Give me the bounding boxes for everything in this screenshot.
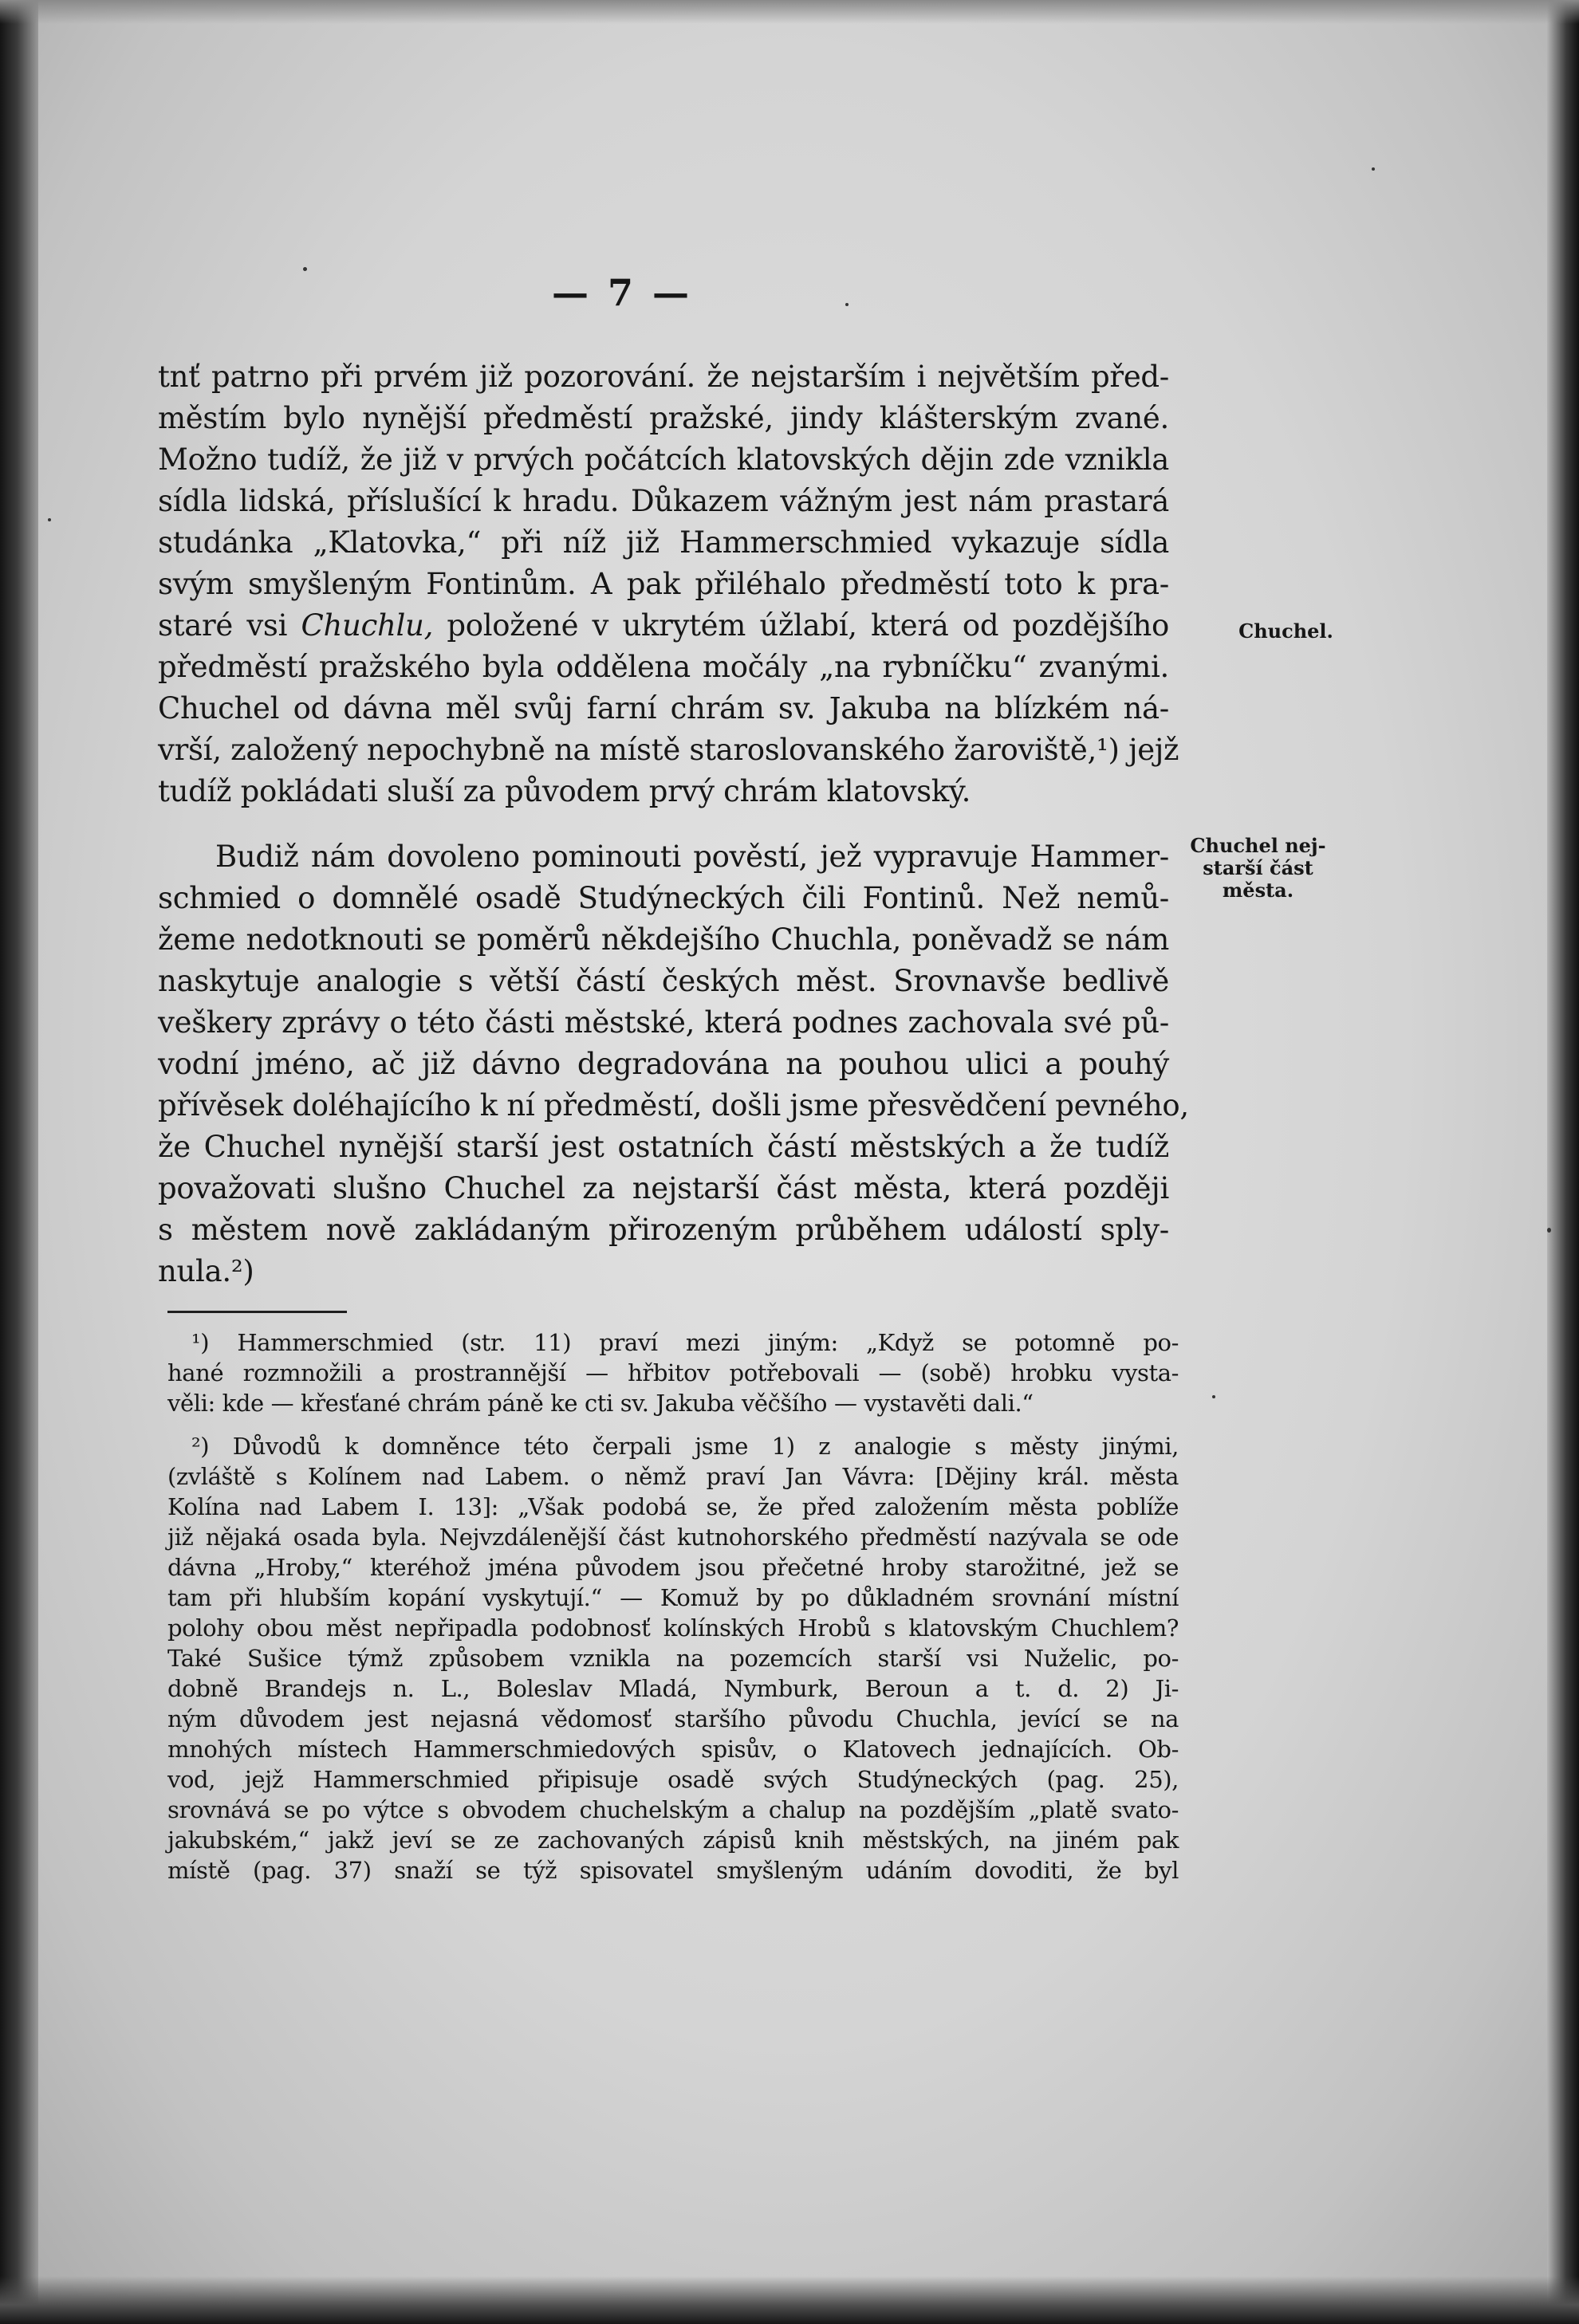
footnote-line: věli: kde — křesťané chrám páně ke cti sv. Jakuba věčšího — vystavěti dali.“ bbox=[167, 1390, 1034, 1417]
body-line: tudíž pokládati sluší za původem prvý chrám klatovský. bbox=[158, 774, 971, 808]
body-line: že Chuchel nynější starší jest ostatních částí městských a že tudíž bbox=[158, 1130, 1169, 1164]
margin-note-chuchel: Chuchel. bbox=[1238, 619, 1333, 643]
body-line: nula.²) bbox=[158, 1254, 254, 1288]
margin-note-line: Chuchel nej- bbox=[1190, 834, 1326, 857]
footnote-line: (zvláště s Kolínem nad Labem. o němž praví Jan Vávra: [Dějiny král. města bbox=[167, 1463, 1179, 1490]
bottom-edge-shadow bbox=[0, 2276, 1579, 2324]
footnote-line: mnohých místech Hammerschmiedových spisův, o Klatovech jednajících. Ob- bbox=[167, 1736, 1179, 1763]
margin-note-line: města. bbox=[1222, 879, 1294, 902]
body-line: přívěsek doléhajícího k ní předměstí, došli jsme přesvědčení pevného, bbox=[158, 1088, 1189, 1123]
footnote-line: polohy obou měst nepřipadla podobnosť kolínských Hrobů s klatovským Chuchlem? bbox=[167, 1614, 1179, 1642]
footnote-line: místě (pag. 37) snaží se týž spisovatel smyšleným udáním dovoditi, že byl bbox=[167, 1857, 1179, 1884]
footnote-line: srovnává se po výtce s obvodem chuchelským a chalup na pozdějším „platě svato- bbox=[167, 1796, 1179, 1823]
top-edge-shadow bbox=[0, 0, 1579, 24]
body-line: studánka „Klatovka,“ při níž již Hammerschmied vykazuje sídla bbox=[158, 525, 1169, 560]
footnote-line: jakubském,“ jakž jeví se ze zachovaných zápisů knih městských, na jiném pak bbox=[167, 1827, 1179, 1854]
body-line: s městem nově zakládaným přirozeným průběhem událostí sply- bbox=[158, 1213, 1169, 1247]
footnote-line: vod, jejž Hammerschmied připisuje osadě svých Studýneckých (pag. 25), bbox=[167, 1766, 1179, 1793]
body-line: Chuchel od dávna měl svůj farní chrám sv. Jakuba na blízkém ná- bbox=[158, 691, 1169, 726]
body-line: schmied o domnělé osadě Studýneckých čili Fontinů. Než nemů- bbox=[158, 881, 1169, 915]
footnote-line: dávna „Hroby,“ kteréhož jména původem jsou přečetné hroby starožitné, jež se bbox=[167, 1554, 1179, 1581]
body-text-span: staré vsi bbox=[158, 608, 288, 643]
body-line: Budiž nám dovoleno pominouti pověstí, jež vypravuje Hammer- bbox=[215, 840, 1169, 874]
body-line: městím bylo nynější předměstí pražské, jindy klášterským zvané. bbox=[158, 401, 1169, 435]
footnote-line: Kolína nad Labem I. 13]: „Však podobá se, že před založením města poblíže bbox=[167, 1493, 1179, 1520]
scan-speck bbox=[1547, 1228, 1551, 1233]
body-line: tnť patrno při prvém již pozorování. že nejstarším i největším před- bbox=[158, 360, 1169, 394]
body-line: žeme nedotknouti se poměrů někdejšího Chuchla, poněvadž se nám bbox=[158, 922, 1169, 957]
footnote-line: již nějaká osada byla. Nejvzdálenější část kutnohorského předměstí nazývala se ode bbox=[167, 1524, 1179, 1551]
body-text-span: položené v ukrytém úžlabí, která od pozdějšího bbox=[447, 608, 1169, 643]
scan-speck bbox=[1212, 1395, 1215, 1398]
footnote-line: tam při hlubším kopání vyskytují.“ — Komuž by po důkladném srovnání místní bbox=[167, 1584, 1179, 1611]
body-line: sídla lidská, příslušící k hradu. Důkazem vážným jest nám prastará bbox=[158, 484, 1169, 518]
body-line-with-italic bbox=[158, 606, 1169, 646]
body-line: vrší, založený nepochybně na místě staroslovanského žaroviště,¹) jejž bbox=[158, 733, 1179, 767]
body-line: svým smyšleným Fontinům. A pak přiléhalo předměstí toto k pra- bbox=[158, 567, 1169, 601]
body-line: veškery zprávy o této části městské, která podnes zachovala své pů- bbox=[158, 1005, 1169, 1040]
body-line: považovati slušno Chuchel za nejstarší část města, která později bbox=[158, 1171, 1169, 1205]
left-binding-shadow bbox=[0, 0, 38, 2324]
footnote-separator bbox=[167, 1311, 347, 1313]
footnote-line: ¹) Hammerschmied (str. 11) praví mezi jiným: „Když se potomně po- bbox=[191, 1329, 1179, 1356]
body-line: naskytuje analogie s větší částí českých měst. Srovnavše bedlivě bbox=[158, 964, 1169, 998]
margin-note-line: starší část bbox=[1203, 856, 1313, 879]
footnote-line: dobně Brandejs n. L., Boleslav Mladá, Nymburk, Beroun a t. d. 2) Ji- bbox=[167, 1675, 1179, 1702]
body-line: vodní jméno, ač již dávno degradována na pouhou ulici a pouhý bbox=[158, 1047, 1169, 1081]
footnote-line: ným důvodem jest nejasná vědomosť staršího původu Chuchla, jevící se na bbox=[167, 1705, 1179, 1732]
body-line: Možno tudíž, že již v prvých počátcích klatovských dějin zde vznikla bbox=[158, 442, 1169, 477]
scan-speck bbox=[1372, 167, 1375, 171]
body-line: předměstí pražského byla oddělena močály „na rybníčku“ zvanými. bbox=[158, 650, 1169, 684]
footnote-line: hané rozmnožili a prostrannější — hřbitov potřebovali — (sobě) hrobku vysta- bbox=[167, 1359, 1179, 1386]
footnote-line: ²) Důvodů k domněnce této čerpali jsme 1) z analogie s městy jinými, bbox=[191, 1433, 1179, 1460]
page-number: — 7 — bbox=[551, 271, 693, 314]
italic-place-name: Chuchlu, bbox=[301, 608, 434, 643]
footnote-line: Také Sušice týmž způsobem vznikla na pozemcích starší vsi Nuželic, po- bbox=[167, 1645, 1179, 1672]
right-edge-shadow bbox=[1547, 0, 1579, 2324]
scan-speck bbox=[48, 518, 51, 521]
